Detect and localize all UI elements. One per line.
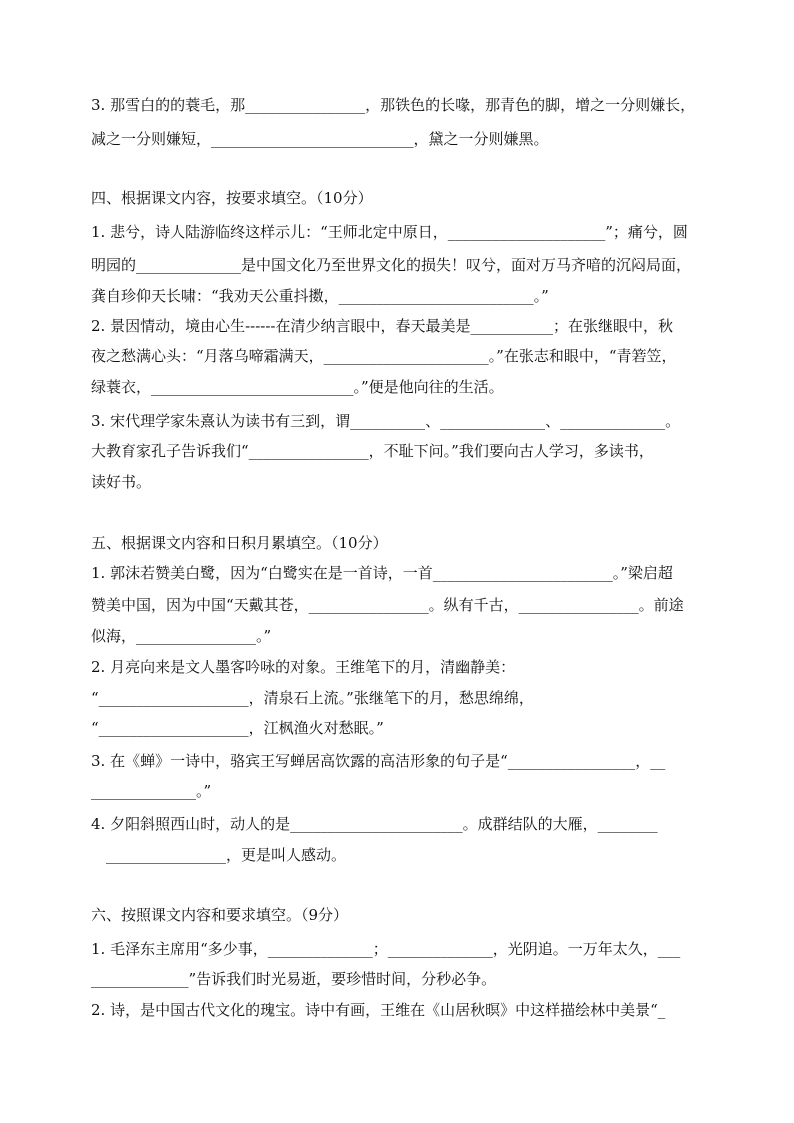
line-4: 1. 悲兮，诗人陆游临终这样示儿：“王师北定中原日，_____________________”；痛兮，圆 (91, 223, 688, 241)
line-9: 绿蓑衣，___________________________。”便是他向往的生活。 (91, 378, 504, 396)
line-17: 2. 月亮向来是文人墨客吟咏的对象。王维笔下的月，清幽静美： (91, 658, 516, 676)
line-15: 赞美中国，因为中国“天戴其苍，________________。纵有千古，________________。前途 (91, 596, 684, 614)
line-21: ______________。” (91, 782, 212, 800)
line-8: 夜之愁满心头：“月落乌啼霜满天，______________________。”在张志和眼中，“青箬笠， (91, 347, 677, 365)
line-25: 1. 毛泽东主席用“多少事，______________；______________，光阴追。一万年太久，___ (91, 940, 681, 958)
line-16: 似海，________________。” (91, 627, 272, 645)
line-12: 读好书。 (91, 473, 152, 491)
section-4-heading: 四、根据课文内容，按要求填空。（10分） (91, 189, 373, 207)
line-2: 减之一分则嫌短，___________________________，黛之一分则嫌黑。 (91, 130, 549, 148)
line-22: 4. 夕阳斜照西山时，动人的是_______________________。成群结队的大雁，________ (91, 815, 658, 833)
line-27: 2. 诗，是中国古代文化的瑰宝。诗中有画，王维在《山居秋暝》中这样描绘林中美景“_ (91, 1001, 666, 1019)
line-14: 1. 郭沫若赞美白鹭，因为“白鹭实在是一首诗，一首________________________。”梁启超 (91, 564, 673, 582)
line-7: 2. 景因情动，境由心生------在清少纳言眼中，春天最美是___________；在张继眼中，秋 (91, 317, 673, 335)
line-5: 明园的______________是中国文化乃至世界文化的损失！叹兮，面对万马齐喑的沉闷局面， (91, 256, 692, 274)
line-18: “____________________，清泉石上流。”张继笔下的月，愁思绵绵， (91, 689, 534, 707)
section-5-heading: 五、根据课文内容和日积月累填空。（10分） (91, 534, 388, 552)
line-23: ________________，更是叫人感动。 (106, 846, 347, 864)
section-6-heading: 六、按照课文内容和要求填空。（9分） (91, 906, 349, 924)
line-11: 大教育家孔子告诉我们“________________，不耻下问。”我们要向古人学习，多读书， (91, 442, 654, 460)
line-19: “____________________，江枫渔火对愁眠。” (91, 719, 384, 737)
line-1: 3. 那雪白的的蓑毛，那________________，那铁色的长喙，那青色的脚，增之一分则嫌长， (91, 96, 696, 114)
line-26: _____________”告诉我们时光易逝，要珍惜时间，分秒必争。 (91, 970, 497, 988)
line-6: 龚自珍仰天长啸：“我劝天公重抖擞，__________________________。” (91, 287, 549, 305)
line-10: 3. 宋代理学家朱熹认为读书有三到，谓__________、______________、______________。 (91, 412, 681, 430)
line-20: 3. 在《蝉》一诗中，骆宾王写蝉居高饮露的高洁形象的句子是“_________________，__ (91, 752, 666, 770)
